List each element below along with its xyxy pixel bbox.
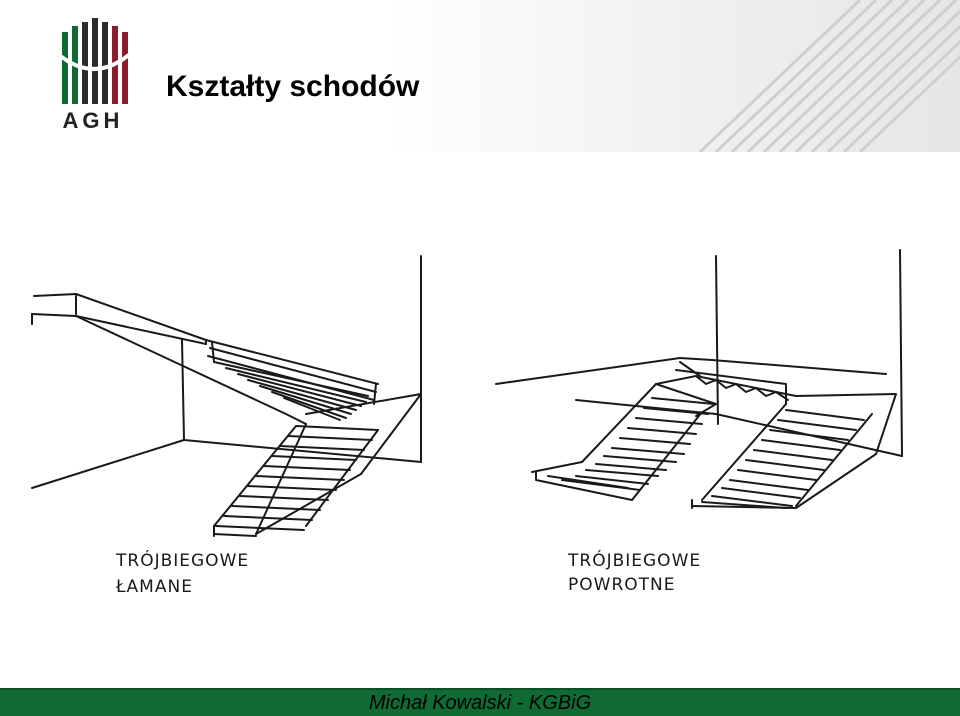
figure-labels <box>115 549 701 597</box>
stairs-drawing <box>16 244 934 604</box>
right-label-line2: POWROTNE <box>568 575 676 595</box>
footer-author: Michał Kowalski - KGBiG <box>368 692 592 714</box>
left-stair-sketch <box>32 256 421 536</box>
agh-logo <box>54 14 132 138</box>
slide-title: Kształty schodów <box>166 70 420 103</box>
left-label-line1: TRÓJBIEGOWE <box>116 551 250 571</box>
logo-text: AGH <box>62 108 124 133</box>
left-label-line2: ŁAMANE <box>116 577 193 597</box>
slide-header <box>0 0 960 152</box>
right-label-line1: TRÓJBIEGOWE <box>568 551 702 571</box>
header-stripes-decoration <box>0 0 960 152</box>
agh-logo-emblem <box>54 14 132 106</box>
right-stair-sketch <box>496 250 902 508</box>
